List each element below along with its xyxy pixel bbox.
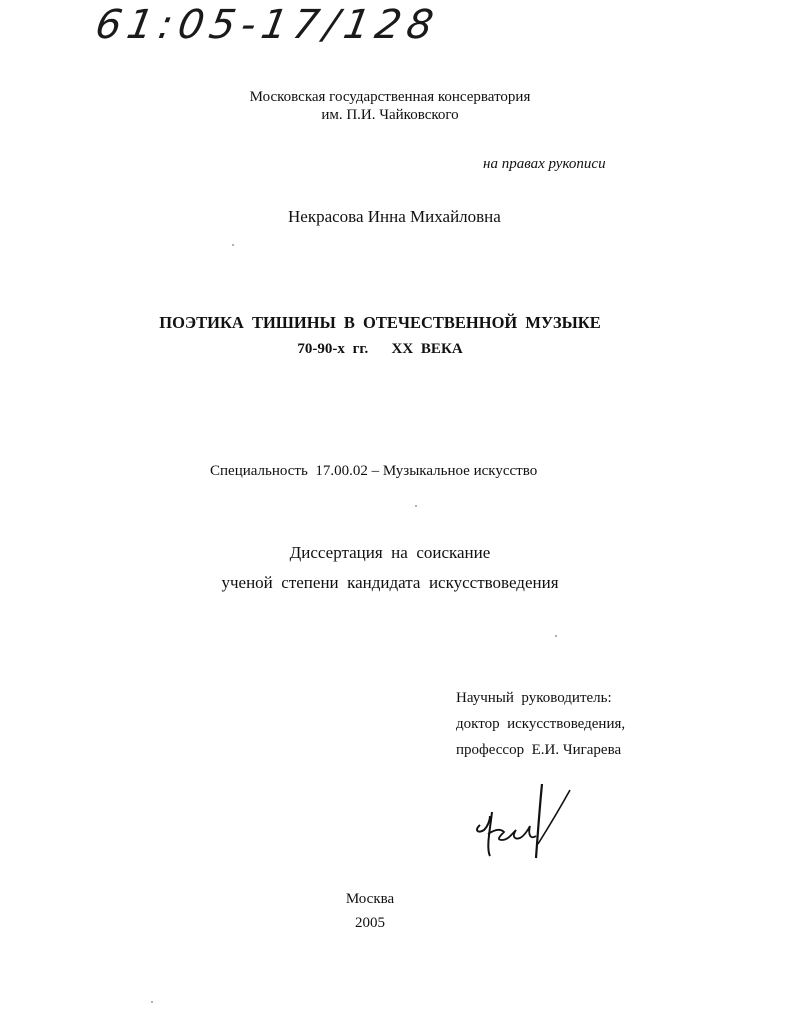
supervisor-label: Научный руководитель: (456, 690, 612, 706)
scan-speck (151, 1001, 153, 1003)
year: 2005 (355, 915, 385, 931)
institution-line-2: им. П.И. Чайковского (321, 107, 459, 123)
scan-speck (232, 244, 234, 246)
supervisor-name: профессор Е.И. Чигарева (456, 742, 622, 758)
signature-icon (460, 770, 590, 870)
degree-line-2: ученой степени кандидата искусствоведения (221, 573, 559, 592)
place-and-year (320, 887, 420, 935)
institution-name (200, 88, 580, 124)
scan-speck (415, 505, 417, 507)
author-name: Некрасова Инна Михайловна (288, 207, 501, 226)
degree-statement (190, 538, 590, 598)
title-line-1: ПОЭТИКА ТИШИНЫ В ОТЕЧЕСТВЕННОЙ МУЗЫКЕ (159, 313, 601, 332)
city: Москва (345, 891, 395, 907)
title-line-2: 70-90-х гг. XX ВЕКА (297, 341, 463, 357)
degree-line-1: Диссертация на соискание (289, 543, 491, 562)
scan-speck (555, 635, 557, 637)
archive-number-handwritten: 61:05-17/128 (91, 2, 443, 48)
supervisor-degree: доктор искусствоведения, (456, 716, 626, 732)
institution-line-1: Московская государственная консерватория (249, 89, 531, 105)
specialty: Специальность 17.00.02 – Музыкальное искусство (210, 463, 538, 479)
dissertation-title (140, 310, 620, 362)
manuscript-note: на правах рукописи (483, 156, 606, 172)
supervisor-block (456, 685, 625, 763)
